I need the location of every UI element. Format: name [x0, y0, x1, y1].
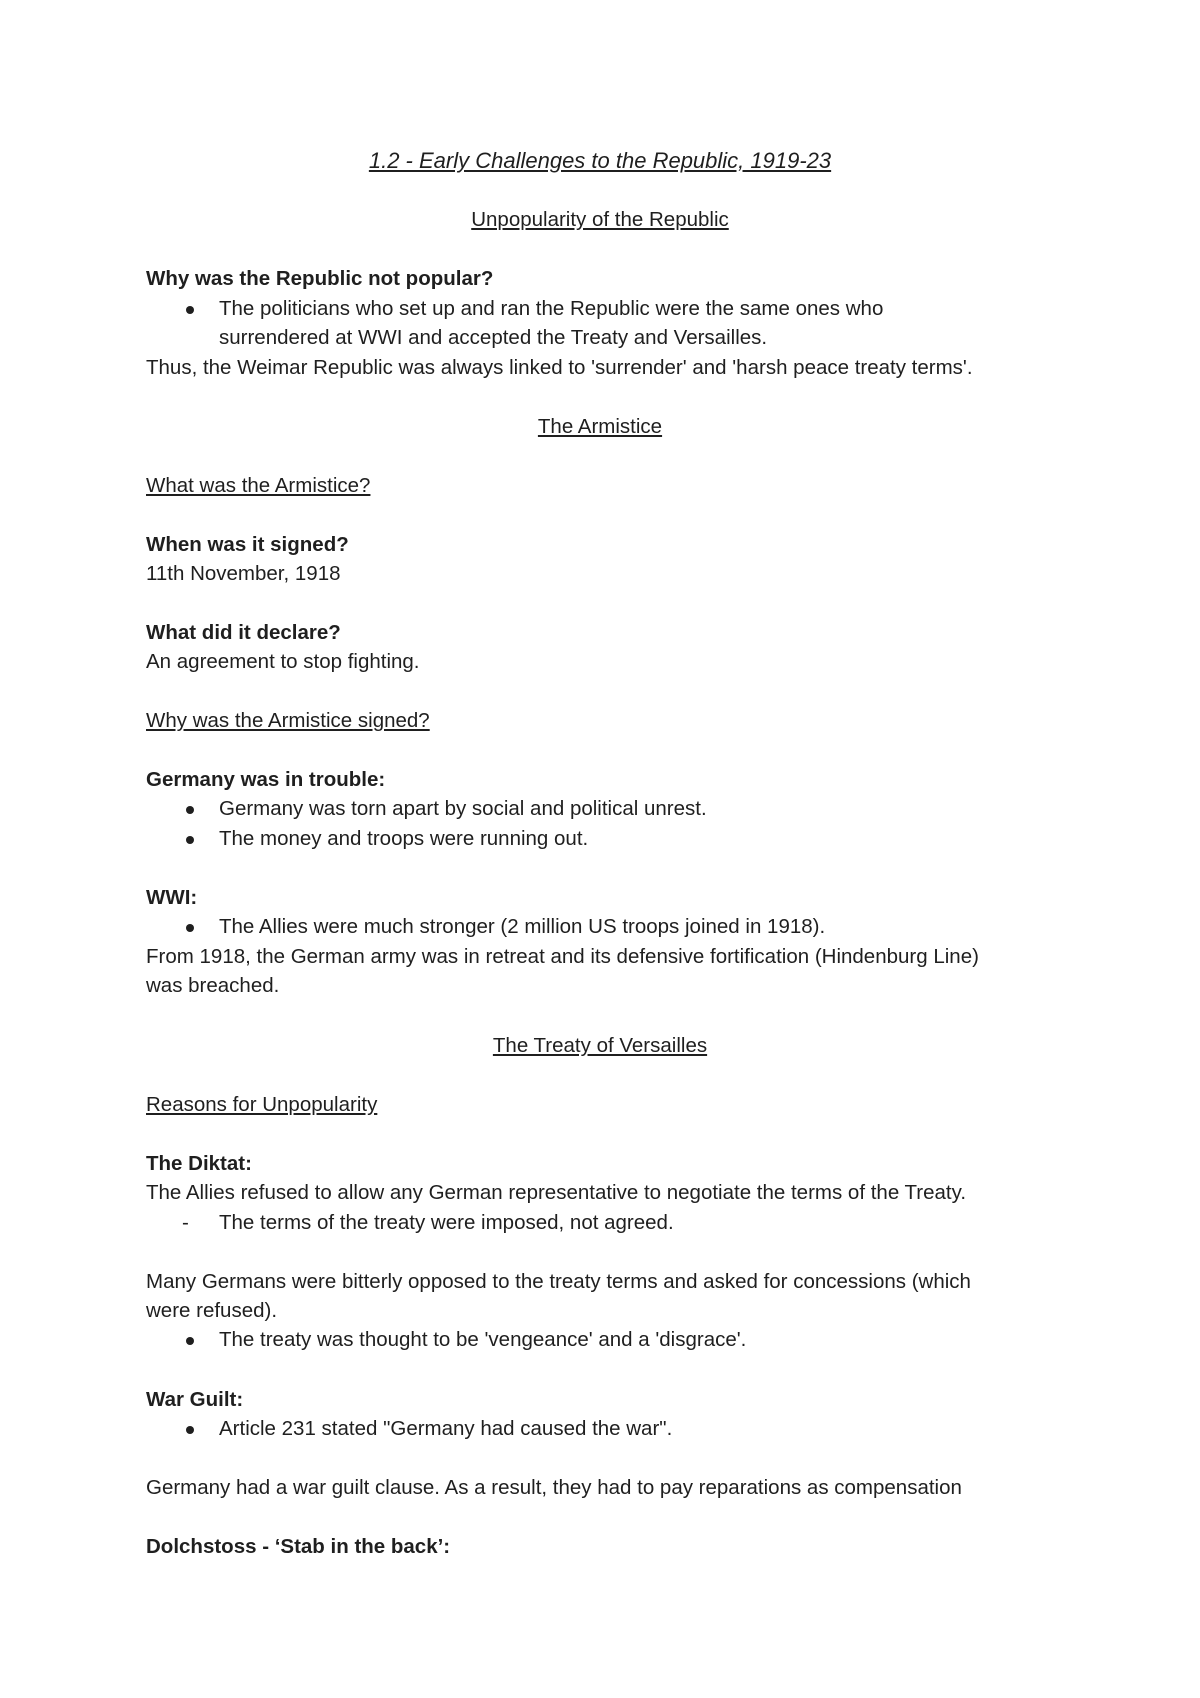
heading-war-guilt: War Guilt:: [146, 1388, 244, 1411]
section-heading-versailles: The Treaty of Versailles: [492, 1034, 708, 1057]
subheading-why-armistice-signed: Why was the Armistice signed?: [146, 709, 430, 732]
bullet-article-231: Article 231 stated "Germany had caused the war".: [219, 1417, 673, 1440]
dash-marker: -: [182, 1211, 189, 1234]
paragraph-allies-refused: The Allies refused to allow any German representative to negotiate the terms of the Treaty.: [146, 1181, 967, 1204]
answer-when-signed: 11th November, 1918: [146, 562, 341, 585]
bullet-social-unrest: Germany was torn apart by social and political unrest.: [219, 797, 707, 820]
answer-what-declare: An agreement to stop fighting.: [146, 650, 420, 673]
bullet-vengeance-disgrace: The treaty was thought to be 'vengeance' and a 'disgrace'.: [219, 1328, 747, 1351]
bullet-icon: [186, 1426, 194, 1434]
subheading-reasons-unpopularity: Reasons for Unpopularity: [146, 1093, 378, 1116]
section-heading-unpopularity: Unpopularity of the Republic: [471, 208, 729, 231]
heading-wwi: WWI:: [146, 886, 198, 909]
heading-diktat: The Diktat:: [146, 1152, 252, 1175]
paragraph-opposed-line2: were refused).: [146, 1299, 278, 1322]
question-what-declare: What did it declare?: [146, 621, 341, 644]
question-when-signed: When was it signed?: [146, 533, 349, 556]
bullet-icon: [186, 806, 194, 814]
paragraph-war-guilt-clause: Germany had a war guilt clause. As a result, they had to pay reparations as compensation: [146, 1476, 962, 1499]
document-title: 1.2 - Early Challenges to the Republic, 1919-23: [368, 148, 832, 173]
bullet-politicians-line1: The politicians who set up and ran the Republic were the same ones who: [219, 297, 884, 320]
paragraph-retreat-line2: was breached.: [146, 974, 280, 997]
bullet-icon: [186, 924, 194, 932]
question-why-not-popular: Why was the Republic not popular?: [146, 267, 494, 290]
bullet-politicians-line2: surrendered at WWI and accepted the Treaty and Versailles.: [219, 326, 768, 349]
bullet-icon: [186, 1337, 194, 1345]
bullet-money-troops: The money and troops were running out.: [219, 827, 589, 850]
bullet-allies-stronger: The Allies were much stronger (2 million US troops joined in 1918).: [219, 915, 826, 938]
dash-terms-imposed: The terms of the treaty were imposed, not agreed.: [219, 1211, 674, 1234]
heading-germany-trouble: Germany was in trouble:: [146, 768, 386, 791]
paragraph-weimar-linked: Thus, the Weimar Republic was always linked to 'surrender' and 'harsh peace treaty terms'.: [146, 356, 973, 379]
subheading-what-was-armistice: What was the Armistice?: [146, 474, 371, 497]
paragraph-opposed-line1: Many Germans were bitterly opposed to the treaty terms and asked for concessions (which: [146, 1270, 971, 1293]
paragraph-retreat-line1: From 1918, the German army was in retreat and its defensive fortification (Hindenburg Line): [146, 945, 979, 968]
bullet-icon: [186, 306, 194, 314]
heading-dolchstoss: Dolchstoss - ‘Stab in the back’:: [146, 1535, 451, 1558]
section-heading-armistice: The Armistice: [537, 415, 663, 438]
bullet-icon: [186, 836, 194, 844]
